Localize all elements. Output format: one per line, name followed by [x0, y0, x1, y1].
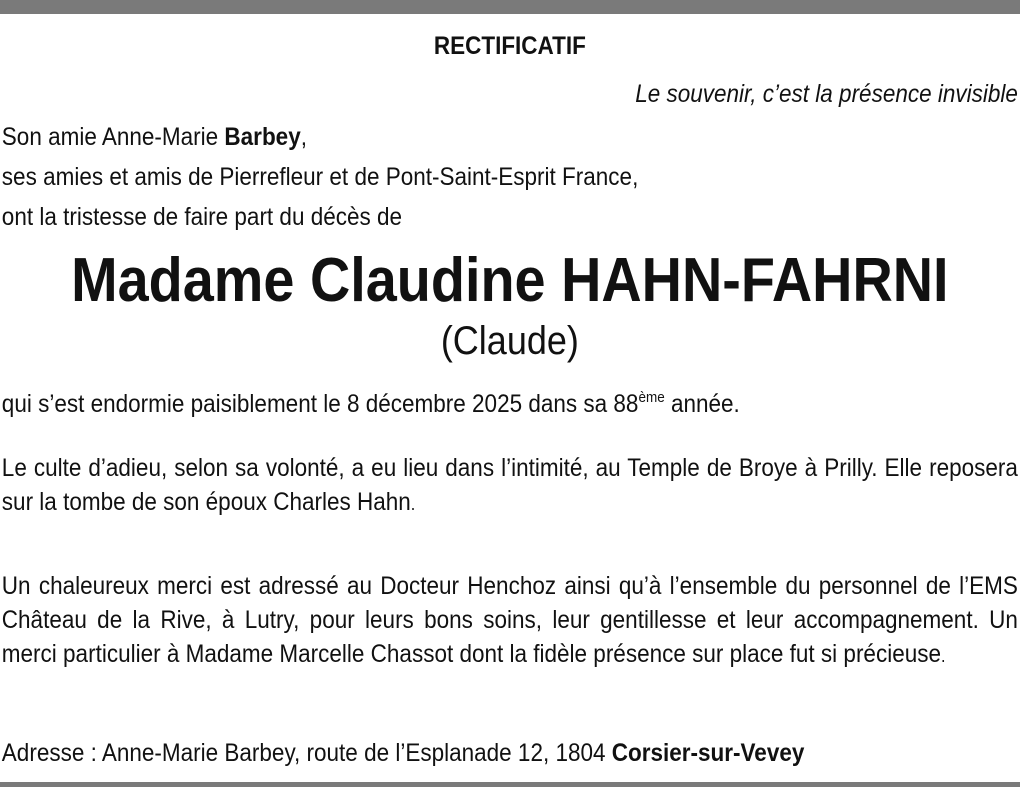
deceased-nickname: (Claude)	[440, 319, 579, 363]
death-text: qui s’est endormie paisiblement le 8 décembre 2025 dans sa 88	[1, 390, 639, 418]
announcer-comma: ,	[300, 123, 307, 151]
funeral-period: .	[410, 494, 416, 514]
announcer-line-2: ses amies et amis de Pierrefleur et de Pont-Saint-Esprit France,	[1, 163, 639, 191]
death-paragraph	[2, 387, 1018, 421]
bottom-rule	[0, 782, 1020, 787]
notice-heading: RECTIFICATIF	[433, 32, 586, 60]
death-text-end: année.	[664, 390, 740, 418]
ordinal-suffix: ème	[638, 389, 665, 406]
announcer-line-1	[2, 117, 1018, 157]
address-text: Adresse : Anne-Marie Barbey, route de l’Esplanade 12, 1804	[1, 739, 612, 767]
address-line	[2, 736, 1018, 770]
thanks-paragraph	[2, 569, 1018, 673]
obituary-notice	[0, 14, 1018, 782]
thanks-period: .	[940, 646, 946, 666]
motto-quote: Le souvenir, c’est la présence invisible	[635, 80, 1018, 108]
announcer-block	[2, 117, 1018, 237]
address-locality: Corsier-sur-Vevey	[611, 739, 805, 767]
funeral-text: Le culte d’adieu, selon sa volonté, a eu lieu dans l’intimité, au Temple de Broye à Prilly. Elle reposera sur la tombe de son époux Charles Hahn	[1, 454, 1018, 516]
top-rule	[0, 0, 1020, 14]
announcer-text: Son amie Anne-Marie	[1, 123, 225, 151]
announcer-line-3: ont la tristesse de faire part du décès de	[1, 203, 403, 231]
announcer-surname: Barbey	[224, 123, 301, 151]
thanks-text: Un chaleureux merci est adressé au Docteur Henchoz ainsi qu’à l’ensemble du personnel de l’EMS Château de la Rive, à Lutry, pour leurs bons soins, leur gentillesse et leur accompagnement. Un merci particulier à Madame Marcelle Chassot dont la fidèle présence sur place fut si précieuse	[1, 572, 1018, 668]
deceased-name: Madame Claudine HAHN-FAHRNI	[71, 246, 949, 315]
funeral-paragraph	[2, 451, 1018, 521]
